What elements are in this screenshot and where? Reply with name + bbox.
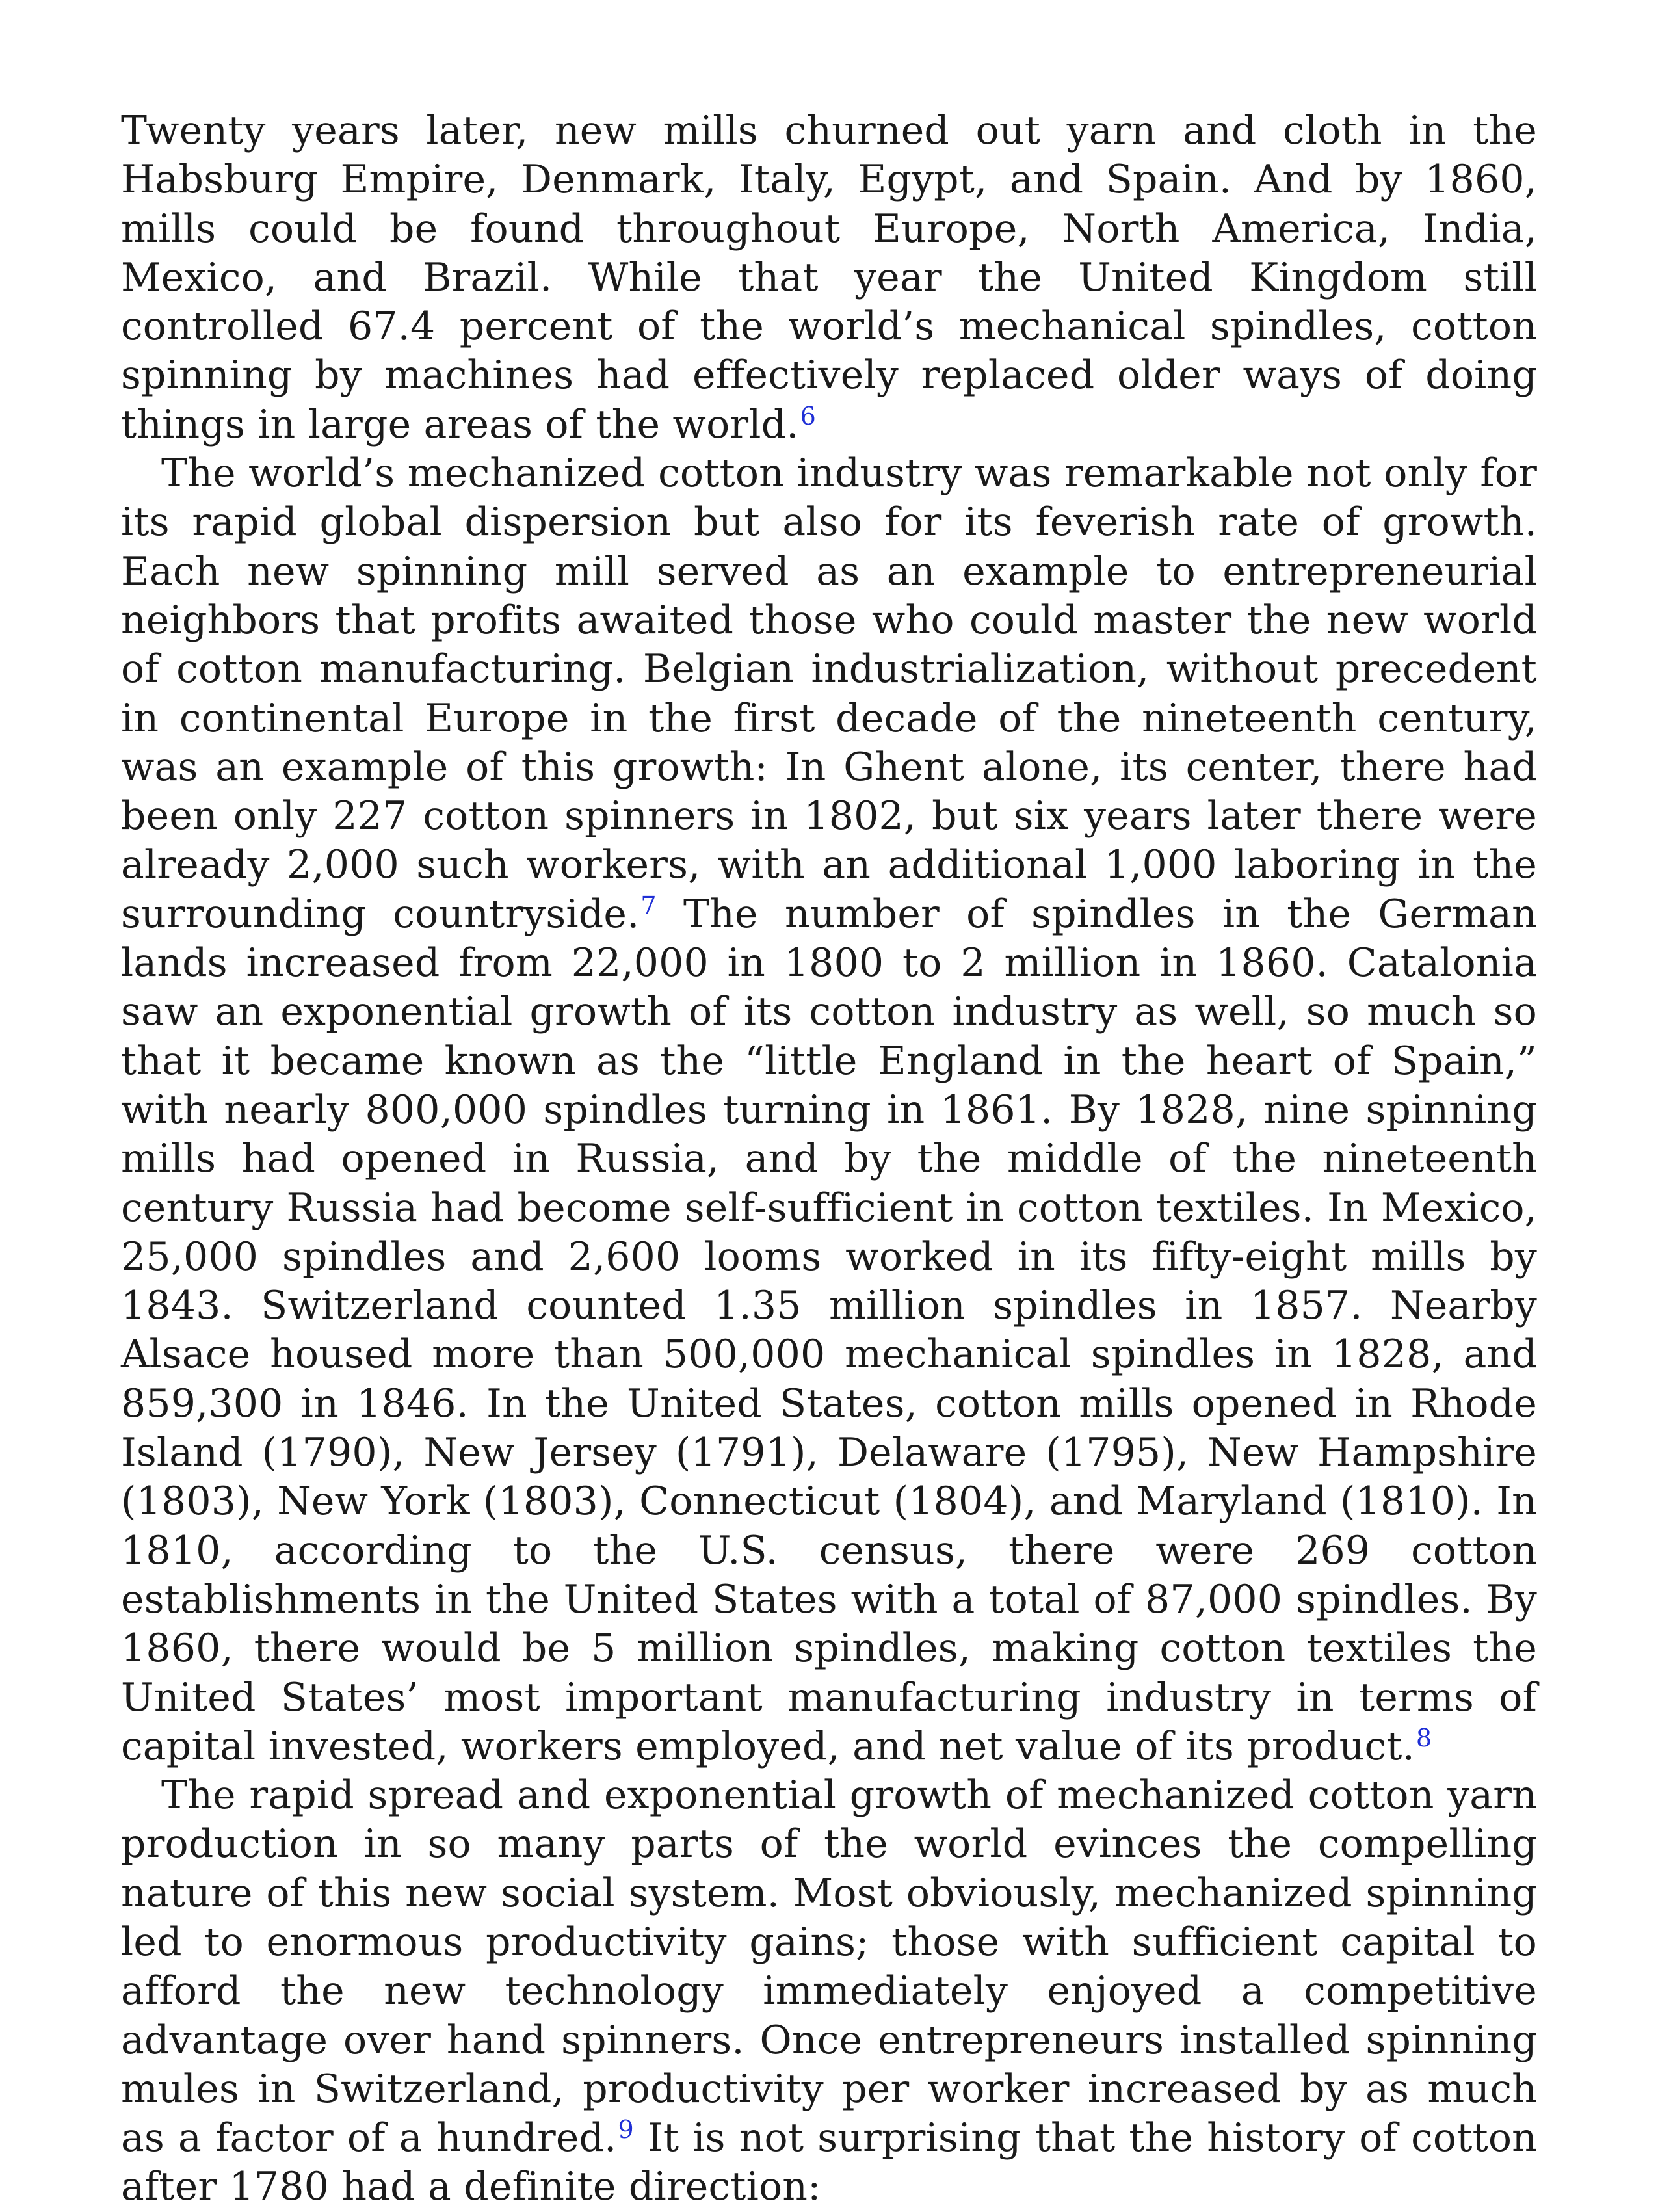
paragraph-text: It is not surprising that the history of cotton after 1780 had a definite direction: [121,2115,1537,2210]
paragraph-text: The number of spindles in the German lands increased from 22,000 in 1800 to 2 million in 1860. Catalonia saw an exponential growth of its cotton industry as well, so much so that it became known as the “little England in the heart of Spain,” with nearly 800,000 spindles turning in 1861. By 1828, nine spinning mills had opened in Russia, and by the middle of the nineteenth century Russia had become self-sufficient in cotton textiles. In Mexico, 25,000 spindles and 2,600 looms worked in its fifty-eight mills by 1843. Switzerland counted 1.35 million spindles in 1857. Nearby Alsace housed more than 500,000 mechanical spindles in 1828, and 859,300 in 1846. In the United States, cotton mills opened in Rhode Island (1790), New Jersey (1791), Delaware (1795), New Hampshire (1803), New York (1803), Connecticut (1804), and Maryland (1810). In 1810, according to the U.S. census, there were 269 cotton establishments in the United States with a total of 87,000 spindles. By 1860, there would be 5 million spindles, making cotton textiles the United States’ most important manufacturing industry in terms of capital invested, workers employed, and net value of its product. [121,891,1537,1769]
footnote-ref-7[interactable]: 7 [640,891,657,920]
paragraph-text: The world’s mechanized cotton industry was remarkable not only for its rapid global dispersion but also for its feverish rate of growth. Each new spinning mill served as an example to entrepreneurial neighbors that profits awaited those who could master the new world of cotton manufacturing. Belgian industrialization, without precedent in continental Europe in the first decade of the nineteenth century, was an example of this growth: In Ghent alone, its center, there had been only 227 cotton spinners in 1802, but six years later there were already 2,000 such workers, with an additional 1,000 laboring in the surrounding countryside. [121,451,1537,937]
paragraph-3 [121,1771,1537,2212]
paragraph-text: The rapid spread and exponential growth of mechanized cotton yarn production in so many parts of the world evinces the compelling nature of this new social system. Most obviously, mechanized spinning led to enormous productivity gains; those with sufficient capital to afford the new technology immediately enjoyed a competitive advantage over hand spinners. Once entrepreneurs installed spinning mules in Switzerland, productivity per worker increased by as much as a factor of a hundred. [121,1772,1537,2161]
paragraph-text: Twenty years later, new mills churned out yarn and cloth in the Habsburg Empire, Denmark, Italy, Egypt, and Spain. And by 1860, mills could be found throughout Europe, North America, India, Mexico, and Brazil. While that year the United Kingdom still controlled 67.4 percent of the world’s mechanical spindles, cotton spinning by machines had effectively replaced older ways of doing things in large areas of the world. [121,108,1537,447]
footnote-ref-9[interactable]: 9 [618,2115,634,2144]
paragraph-2 [121,449,1537,1771]
footnote-ref-6[interactable]: 6 [800,401,816,430]
paragraph-1 [121,107,1537,449]
footnote-ref-8[interactable]: 8 [1415,1723,1432,1752]
page-body [121,107,1537,2212]
